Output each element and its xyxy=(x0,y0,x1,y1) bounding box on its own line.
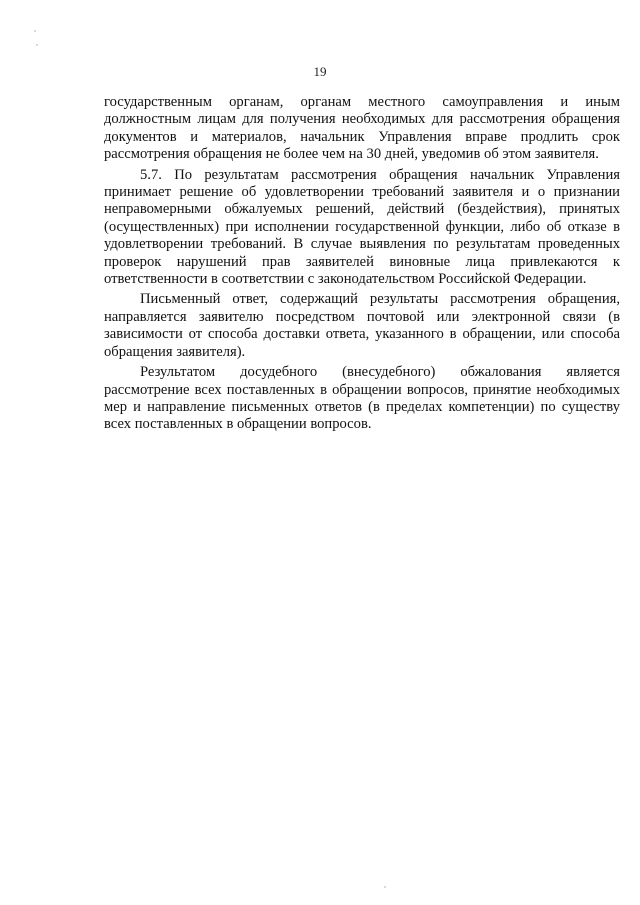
paragraph-continuation: государственным органам, органам местного самоуправления и иным должностным лицам для получения необходимых для рассмотрения обращения документов и материалов, начальник Управления вправе продлить срок рассмотрения обращения не более чем на 30 дней, уведомив об этом заявителя. xyxy=(104,94,620,163)
scan-speck xyxy=(36,44,38,46)
page-number: 19 xyxy=(313,64,327,79)
scan-speck xyxy=(384,886,386,888)
paragraph-clause-5-7: 5.7. По результатам рассмотрения обращения начальник Управления принимает решение об удовлетворении требований заявителя и о признании неправомерными обжалуемых решений, действий (бездействия), принятых (осуществленных) при исполнении государственной функции, либо об отказе в удовлетворении требований. В случае выявления по результатам проведенных проверок нарушений прав заявителей виновные лица привлекаются к ответственности в соответствии с законодательством Российской Федерации. xyxy=(104,166,620,288)
scan-speck xyxy=(34,30,36,32)
document-body xyxy=(104,94,620,434)
paragraph-appeal-result: Результатом досудебного (внесудебного) обжалования является рассмотрение всех поставленных в обращении вопросов, принятие необходимых мер и направление письменных ответов (в пределах компетенции) по существу всех поставленных в обращении вопросов. xyxy=(104,364,620,433)
paragraph-written-answer: Письменный ответ, содержащий результаты рассмотрения обращения, направляется заявителю посредством почтовой или электронной связи (в зависимости от способа доставки ответа, указанного в обращении, или способа обращения заявителя). xyxy=(104,291,620,360)
